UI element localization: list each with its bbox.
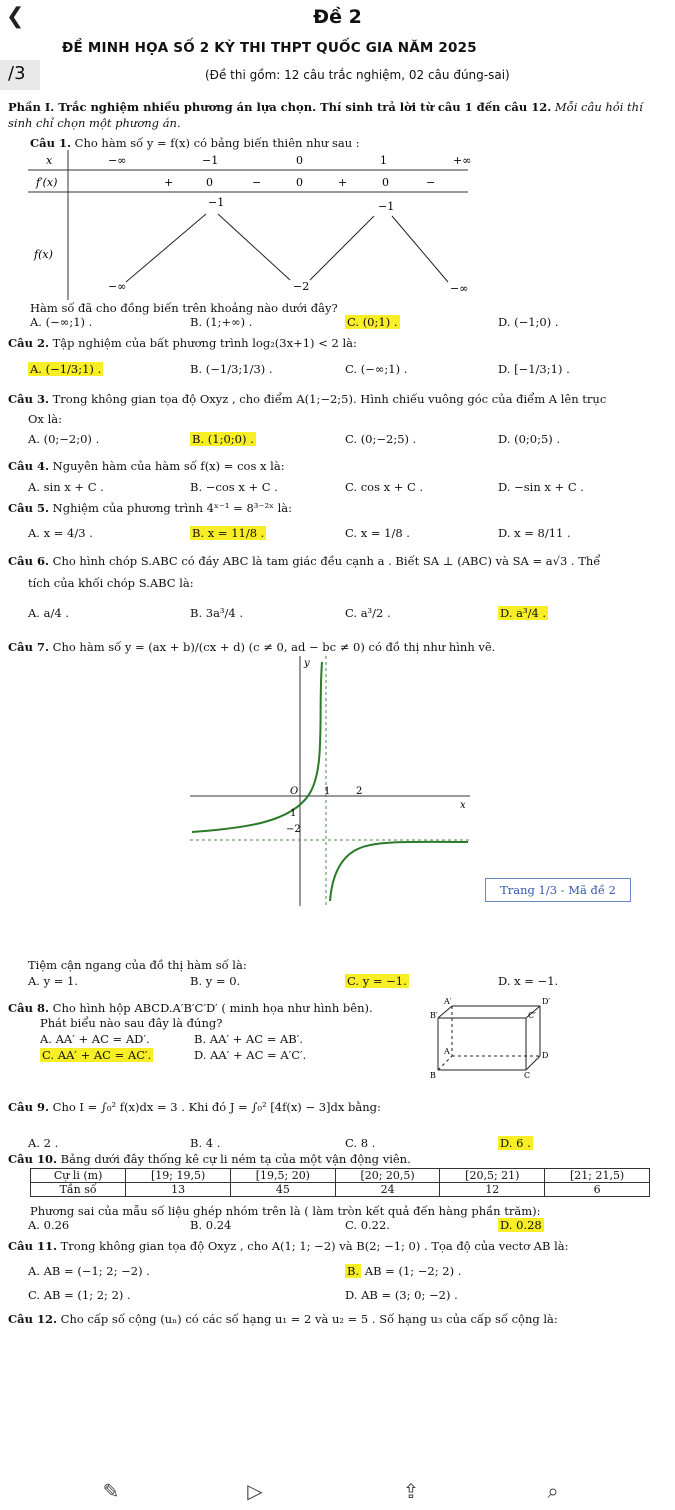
table-cell: Tần số [31, 1183, 126, 1197]
page-indicator: /3 [0, 60, 40, 90]
q7-graph [190, 656, 470, 906]
graph-x-label: x [460, 800, 466, 811]
q2-text: Tập nghiệm của bất phương trình log₂(3x+1) < 2 là: [52, 336, 357, 350]
q4-stem [8, 459, 285, 473]
graph-y-label: y [304, 658, 310, 669]
q5-label: Câu 5. [8, 501, 49, 515]
q6-text: Cho hình chóp S.ABC có đáy ABC là tam giác đều cạnh a . Biết SA ⊥ (ABC) và SA = a√3 . Thể [52, 554, 601, 568]
q5-text: Nghiệm của phương trình 4ˣ⁻¹ = 8³⁻²ˣ là: [52, 501, 293, 515]
q8-stem [8, 1001, 373, 1015]
tbl-val: −∞ [108, 280, 127, 293]
q4-label: Câu 4. [8, 459, 49, 473]
q1-option-b[interactable]: B. (1;+∞) . [190, 315, 253, 329]
variation-table [28, 150, 472, 300]
q1-question: Hàm số đã cho đồng biến trên khoảng nào dưới đây? [30, 301, 338, 315]
q2-option-c[interactable]: C. (−∞;1) . [345, 362, 408, 376]
graph-left-branch [192, 662, 322, 832]
tbl-val: −1 [378, 200, 395, 213]
search-icon[interactable]: ⌕ [547, 1479, 559, 1503]
tbl-x2: −1 [202, 154, 219, 167]
q9-stem [8, 1100, 381, 1114]
q3-option-c[interactable]: C. (0;−2;5) . [345, 432, 417, 446]
part1-bold: Phần I. Trắc nghiệm nhiều phương án lựa chọn. Thí sinh trả lời từ câu 1 đến câu 12. [8, 100, 552, 114]
graph-origin: O [290, 786, 299, 797]
q8-box-figure [430, 996, 560, 1078]
table-row [31, 1183, 650, 1197]
page-footer-badge: Trang 1/3 - Mã đề 2 [485, 878, 631, 902]
tbl-x4: 1 [380, 154, 387, 167]
tbl-sign: 0 [382, 176, 389, 189]
tbl-f-label: f(x) [34, 248, 53, 261]
q11-option-a[interactable]: A. AB = (−1; 2; −2) . [28, 1264, 150, 1278]
table-cell: [19,5; 20) [230, 1169, 335, 1183]
q8-option-a[interactable]: A. AA′ + AC = AD′. [40, 1032, 150, 1046]
tbl-val: −1 [208, 196, 225, 209]
q6-stem-2: tích của khối chóp S.ABC là: [28, 576, 194, 590]
q4-option-d[interactable]: D. −sin x + C . [498, 480, 584, 494]
q10-stem [8, 1152, 411, 1166]
q7-question: Tiệm cận ngang của đồ thị hàm số là: [28, 958, 247, 972]
q2-option-a[interactable]: A. (−1/3;1) . [30, 362, 102, 376]
q12-label: Câu 12. [8, 1312, 57, 1326]
q3-option-b[interactable]: B. (1;0;0) . [192, 432, 254, 446]
graph-tick-2: 2 [356, 786, 363, 797]
q11-option-d[interactable]: D. AB = (3; 0; −2) . [345, 1288, 458, 1302]
tbl-arrow-down [392, 216, 448, 282]
q9-label: Câu 9. [8, 1100, 49, 1114]
table-row [31, 1169, 650, 1183]
q5-stem [8, 501, 292, 515]
q7-text: Cho hàm số y = (ax + b)/(cx + d) (c ≠ 0, ad − bc ≠ 0) có đồ thị như hình vẽ. [52, 640, 496, 654]
q7-stem [8, 640, 495, 654]
q10-option-d[interactable]: D. 0.28 [500, 1218, 542, 1232]
q10-option-b[interactable]: B. 0.24 [190, 1218, 232, 1232]
q4-option-b[interactable]: B. −cos x + C . [190, 480, 278, 494]
q1-option-a[interactable]: A. (−∞;1) . [30, 315, 93, 329]
magic-pen-icon[interactable]: ✎ [102, 1479, 120, 1503]
table-cell: [20,5; 21) [440, 1169, 545, 1183]
table-cell: [19; 19,5) [126, 1169, 231, 1183]
play-icon[interactable]: ▷ [247, 1479, 263, 1503]
q11-stem [8, 1239, 569, 1253]
box-label: A′ [444, 997, 452, 1006]
q1-stem [30, 136, 360, 150]
q7-option-b[interactable]: B. y = 0. [190, 974, 241, 988]
q10-option-c[interactable]: C. 0.22. [345, 1218, 390, 1232]
table-cell: 45 [230, 1183, 335, 1197]
q7-option-d[interactable]: D. x = −1. [498, 974, 559, 988]
part1-instructions [8, 99, 668, 131]
q2-label: Câu 2. [8, 336, 49, 350]
document-title: Đề 2 [313, 6, 362, 28]
tbl-arrow-down [218, 214, 290, 280]
q3-text: Trong không gian tọa độ Oxyz , cho điểm A(1;−2;5). Hình chiếu vuông góc của điểm A lên trục [52, 392, 607, 406]
q9-option-c[interactable]: C. 8 . [345, 1136, 376, 1150]
graph-tick-neg2: −2 [286, 824, 301, 835]
q10-text: Bảng dưới đây thống kê cự li ném tạ của một vận động viên. [60, 1152, 411, 1166]
q8-option-b[interactable]: B. AA′ + AC = AB′. [194, 1032, 304, 1046]
tbl-arrow-up [310, 216, 374, 280]
q6-option-a[interactable]: A. a/4 . [28, 606, 69, 620]
app-header [0, 0, 675, 36]
q8-option-c[interactable]: C. AA′ + AC = AC′. [42, 1048, 152, 1062]
q7-label: Câu 7. [8, 640, 49, 654]
q6-option-b[interactable]: B. 3a³/4 . [190, 606, 244, 620]
exam-title: ĐỀ MINH HỌA SỐ 2 KỲ THI THPT QUỐC GIA NĂM 2025 [62, 40, 477, 56]
box-label: B [430, 1071, 436, 1080]
box-label: D [542, 1051, 549, 1060]
tbl-sign: 0 [206, 176, 213, 189]
table-cell: 13 [126, 1183, 231, 1197]
q4-option-a[interactable]: A. sin x + C . [28, 480, 104, 494]
graph-tick-y1: 1 [290, 808, 297, 819]
tbl-sign: − [252, 176, 262, 189]
tbl-val: −∞ [450, 282, 469, 295]
tbl-sign: + [338, 176, 348, 189]
box-label: C [524, 1071, 531, 1080]
box-label: A [444, 1047, 450, 1056]
q7-option-a[interactable]: A. y = 1. [28, 974, 79, 988]
q4-option-c[interactable]: C. cos x + C . [345, 480, 424, 494]
box-label: C′ [528, 1011, 536, 1020]
q9-option-d[interactable]: D. 6 . [500, 1136, 531, 1150]
q3-option-d[interactable]: D. (0;0;5) . [498, 432, 561, 446]
q5-option-b[interactable]: B. x = 11/8 . [192, 526, 265, 540]
bottom-toolbar [0, 1470, 675, 1510]
chevron-left-icon: ❮ [6, 4, 25, 29]
q11-option-c[interactable]: C. AB = (1; 2; 2) . [28, 1288, 131, 1302]
q3-label: Câu 3. [8, 392, 49, 406]
table-cell: [20; 20,5) [335, 1169, 440, 1183]
tbl-sign: 0 [296, 176, 303, 189]
table-cell: Cự li (m) [31, 1169, 126, 1183]
tbl-x5: +∞ [453, 154, 472, 167]
tbl-sign: − [426, 176, 436, 189]
tbl-arrow-up [126, 214, 206, 282]
q6-label: Câu 6. [8, 554, 49, 568]
exam-subtitle: (Đề thi gồm: 12 câu trắc nghiệm, 02 câu đúng-sai) [205, 68, 510, 82]
q1-text: Cho hàm số y = f(x) có bảng biến thiên như sau : [74, 136, 360, 150]
q11-label: Câu 11. [8, 1239, 57, 1253]
q8-text: Cho hình hộp ABCD.A′B′C′D′ ( minh họa như hình bên). [52, 1001, 373, 1015]
q10-label: Câu 10. [8, 1152, 57, 1166]
share-icon[interactable]: ⇪ [402, 1479, 420, 1503]
table-cell: 24 [335, 1183, 440, 1197]
q5-option-a[interactable]: A. x = 4/3 . [28, 526, 93, 540]
answer-mark: B. [347, 1264, 360, 1278]
q7-option-c[interactable]: C. y = −1. [347, 974, 407, 988]
q5-option-c[interactable]: C. x = 1/8 . [345, 526, 410, 540]
box-label: B′ [430, 1011, 438, 1020]
q12-text: Cho cấp số cộng (uₙ) có các số hạng u₁ = 2 và u₂ = 5 . Số hạng u₃ của cấp số cộng là: [60, 1312, 558, 1326]
q6-stem [8, 554, 600, 568]
q4-text: Nguyên hàm của hàm số f(x) = cos x là: [52, 459, 285, 473]
q11-text: Trong không gian tọa độ Oxyz , cho A(1; 1; −2) và B(2; −1; 0) . Tọa độ của vectơ AB là: [60, 1239, 569, 1253]
q2-option-d[interactable]: D. [−1/3;1) . [498, 362, 570, 376]
tbl-x-label: x [46, 154, 53, 167]
tbl-x3: 0 [296, 154, 303, 167]
table-cell: [21; 21,5) [545, 1169, 650, 1183]
q9-option-a[interactable]: A. 2 . [28, 1136, 59, 1150]
table-cell: 12 [440, 1183, 545, 1197]
box-label: D′ [542, 997, 551, 1006]
q2-stem [8, 336, 357, 350]
q3-option-a[interactable]: A. (0;−2;0) . [28, 432, 100, 446]
q1-label: Câu 1. [30, 136, 71, 150]
document-page[interactable] [0, 36, 675, 1506]
q2-option-b[interactable]: B. (−1/3;1/3) . [190, 362, 273, 376]
q8-stem-2: Phát biểu nào sau đây là đúng? [40, 1016, 223, 1030]
tbl-x1: −∞ [108, 154, 127, 167]
q6-option-d[interactable]: D. a³/4 . [500, 606, 547, 620]
q10-frequency-table [30, 1168, 650, 1197]
q8-option-d[interactable]: D. AA′ + AC = A′C′. [194, 1048, 307, 1062]
q8-label: Câu 8. [8, 1001, 49, 1015]
q12-stem [8, 1312, 558, 1326]
q10-question: Phương sai của mẫu số liệu ghép nhóm trên là ( làm tròn kết quả đến hàng phần trăm): [30, 1204, 541, 1218]
tbl-sign: + [164, 176, 174, 189]
q1-option-d[interactable]: D. (−1;0) . [498, 315, 559, 329]
tbl-fprime-label: f′(x) [36, 176, 58, 189]
q10-option-a[interactable]: A. 0.26 [28, 1218, 70, 1232]
q6-option-c[interactable]: C. a³/2 . [345, 606, 391, 620]
part1-italic: Mỗi câu hỏi thí sinh chỉ chọn một phương án. [8, 100, 643, 130]
q3-stem [8, 392, 606, 406]
q3-stem-2: Ox là: [28, 412, 62, 426]
table-cell: 6 [545, 1183, 650, 1197]
q5-option-d[interactable]: D. x = 8/11 . [498, 526, 571, 540]
graph-right-branch [330, 842, 468, 901]
q1-option-c[interactable]: C. (0;1) . [347, 315, 398, 329]
q9-text: Cho I = ∫₀² f(x)dx = 3 . Khi đó J = ∫₀² [4f(x) − 3]dx bằng: [52, 1100, 381, 1114]
q11-option-b[interactable]: B. AB = (1; −2; 2) . [347, 1264, 462, 1278]
q9-option-b[interactable]: B. 4 . [190, 1136, 221, 1150]
graph-tick-1: 1 [324, 786, 331, 797]
tbl-val: −2 [293, 280, 310, 293]
